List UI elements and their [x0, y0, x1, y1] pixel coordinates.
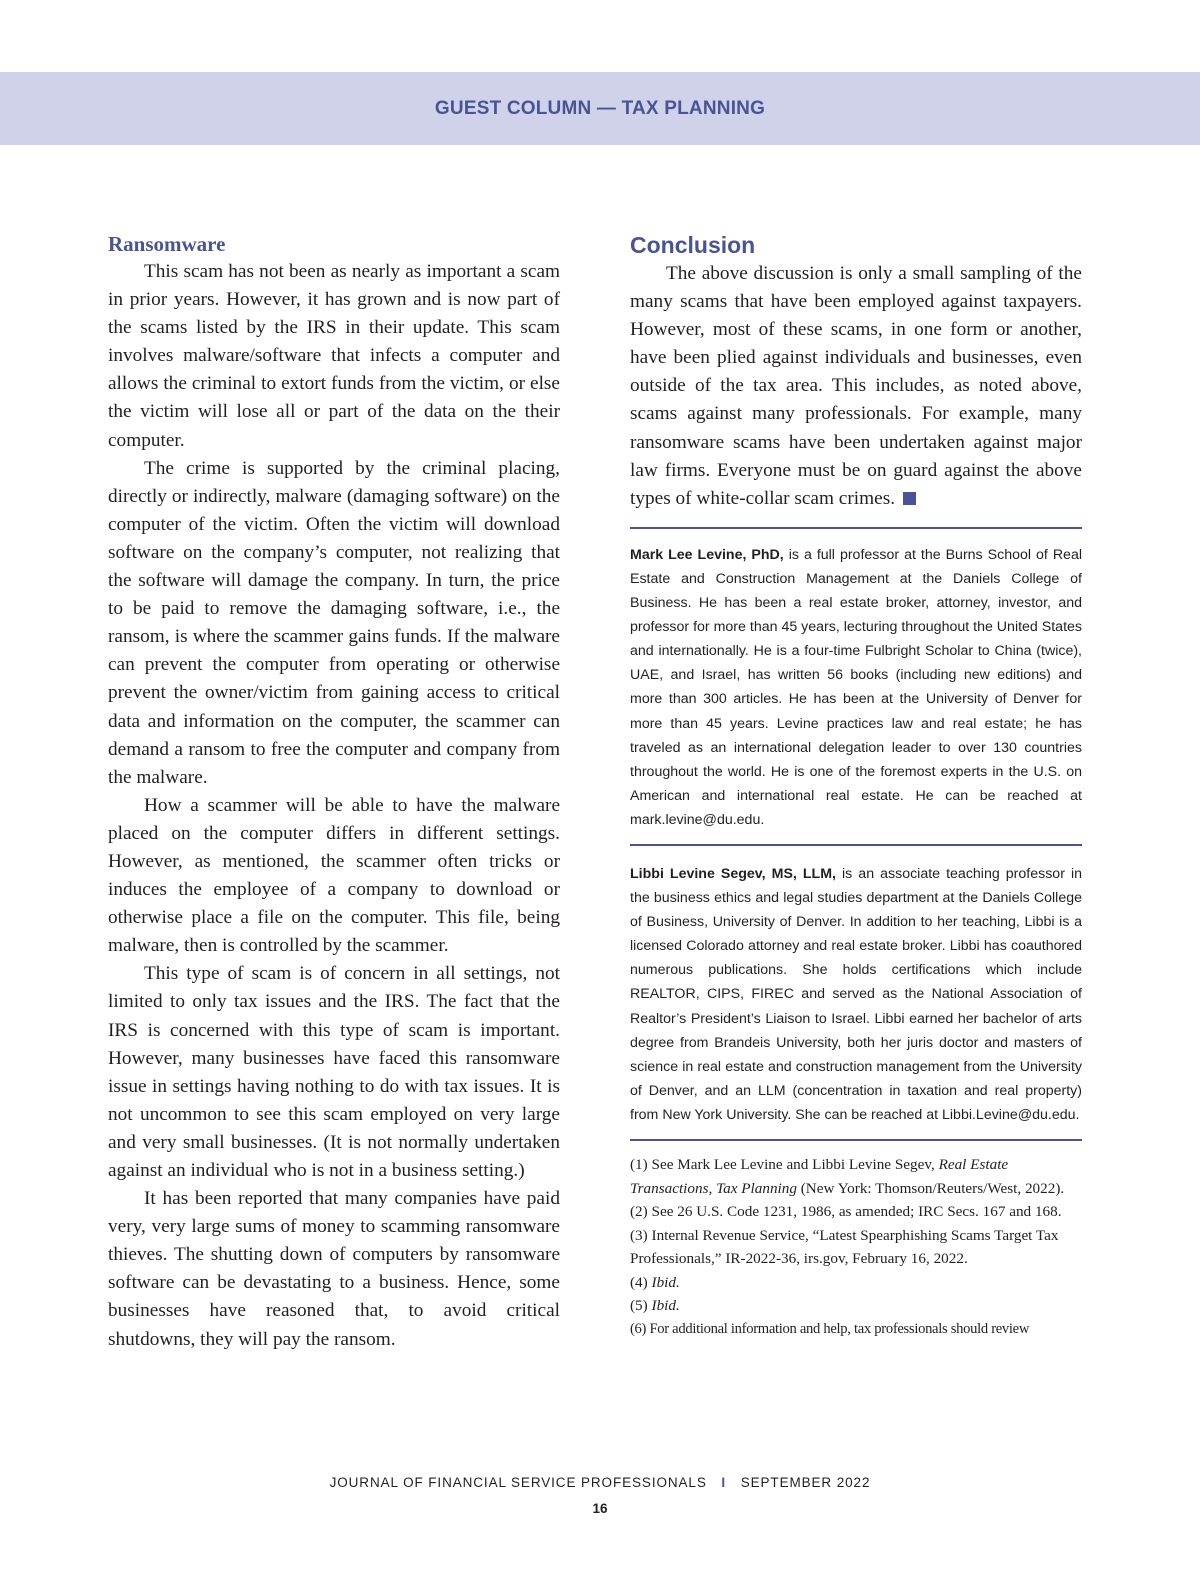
- author-bio-text: is a full professor at the Burns School of Real Estate and Construction Management at the Daniels College of Business. He has been a real estate broker, attorney, investor, and professor for more than 45 years, lecturing throughout the United States and internationally. He is a four-time Fulbright Scholar to China (twice), UAE, and Israel, has written 56 books (including new editions) and more than 300 articles. He has been at the University of Denver for more than 45 years. Levine practices law and real estate; he has traveled as an international delegation leader to over 130 countries throughout the world. He is one of the foremost experts in the U.S. on American and international real estate. He can be reached at mark.levine@du.edu.: [630, 546, 1082, 828]
- endnote: (2) See 26 U.S. Code 1231, 1986, as amended; IRC Secs. 167 and 168.: [630, 1203, 1062, 1220]
- endnote: (6) For additional information and help, tax professionals should review: [630, 1320, 1030, 1337]
- section-banner: [0, 72, 1200, 145]
- divider: [630, 1139, 1082, 1141]
- author-bio-text: is an associate teaching professor in the business ethics and legal studies department at the Daniels College of Business, University of Denver. In addition to her teaching, Libbi is a licensed Colorado attorney and real estate broker. Libbi has coauthored numerous publications. She holds certifications which include REALTOR, CIPS, FIREC and served as the National Association of Realtor’s President’s Liaison to Israel. Libbi earned her bachelor of arts degree from Brandeis University, both her juris doctor and masters of science in real estate and construction management from the University of Denver, and an LLM (concentration in taxation and real property) from New York University. She can be reached at Libbi.Levine@du.edu.: [630, 865, 1082, 1123]
- author-name: Libbi Levine Segev, MS, LLM,: [630, 865, 836, 882]
- conclusion-paragraph: [630, 260, 1082, 513]
- footer-separator: I: [721, 1475, 727, 1490]
- body-paragraph: The crime is supported by the criminal placing, directly or indirectly, malware (damaging software) on the computer of the victim. Often the victim will download software on the company’s computer, not realizing that the software will damage the company. In turn, the price to be paid to remove the damaging software, i.e., the ransom, is where the scammer gains funds. If the malware can prevent the computer from operating or otherwise prevent the owner/victim from gaining access to critical data and information on the computer, the scammer can demand a ransom to free the computer and company from the malware.: [108, 457, 560, 788]
- author-bio-levine: [630, 543, 1082, 832]
- body-paragraph: This scam has not been as nearly as important a scam in prior years. However, it has grown and is now part of the scams listed by the IRS in their update. This scam involves malware/software that infects a computer and allows the criminal to extort funds from the victim, or else the victim will lose all or part of the data on the their computer.: [108, 261, 560, 451]
- end-mark-icon: [903, 492, 916, 505]
- conclusion-text: The above discussion is only a small sampling of the many scams that have been employed against taxpayers. However, most of these scams, in one form or another, have been plied against individuals and businesses, even outside of the tax area. This includes, as noted above, scams against many professionals. For example, many ransomware scams have been undertaken against major law firms. Everyone must be on guard against the above types of white-collar scam crimes.: [630, 263, 1082, 509]
- journal-name: JOURNAL OF FINANCIAL SERVICE PROFESSIONALS: [329, 1475, 707, 1490]
- section-title: GUEST COLUMN — TAX PLANNING: [434, 97, 766, 119]
- author-bio-segev: [630, 862, 1082, 1127]
- body-paragraph: How a scammer will be able to have the malware placed on the computer differs in different settings. However, as mentioned, the scammer often tricks or induces the employee of a company to download or otherwise place a file on the computer. This file, being malware, then is controlled by the scammer.: [108, 794, 560, 957]
- endnote: (4) Ibid.: [630, 1273, 680, 1291]
- ransomware-heading: Ransomware: [108, 232, 226, 256]
- right-column: [630, 230, 1082, 1341]
- left-column: [108, 230, 560, 1354]
- page-footer: [0, 1475, 1200, 1490]
- issue-date: SEPTEMBER 2022: [740, 1475, 871, 1490]
- body-paragraph: This type of scam is of concern in all settings, not limited to only tax issues and the IRS. The fact that the IRS is concerned with this type of scam is important. However, many businesses have faced this ransomware issue in settings having nothing to do with tax issues. It is not uncommon to see this scam employed on very large and very small businesses. (It is not normally undertaken against an individual who is not in a business setting.): [108, 963, 560, 1181]
- page-number: 16: [592, 1501, 608, 1516]
- body-paragraph: It has been reported that many companies have paid very, very large sums of money to scamming ransomware thieves. The shutting down of computers by ransomware software can be devastating to a business. Hence, some businesses have reasoned that, to avoid critical shutdowns, they will pay the ransom.: [108, 1188, 560, 1350]
- endnotes: [630, 1153, 1082, 1341]
- divider: [630, 844, 1082, 846]
- endnote: (3) Internal Revenue Service, “Latest Spearphishing Scams Target Tax Professionals,” IR-2022-36, irs.gov, February 16, 2022.: [630, 1226, 1059, 1267]
- endnote: (1) See Mark Lee Levine and Libbi Levine Segev, Real Estate Transactions, Tax Planning (New York: Thomson/Reuters/West, 2022).: [630, 1156, 1065, 1197]
- divider: [630, 527, 1082, 529]
- endnote: (5) Ibid.: [630, 1297, 680, 1314]
- author-name: Mark Lee Levine, PhD,: [630, 546, 784, 563]
- conclusion-heading: Conclusion: [630, 232, 756, 258]
